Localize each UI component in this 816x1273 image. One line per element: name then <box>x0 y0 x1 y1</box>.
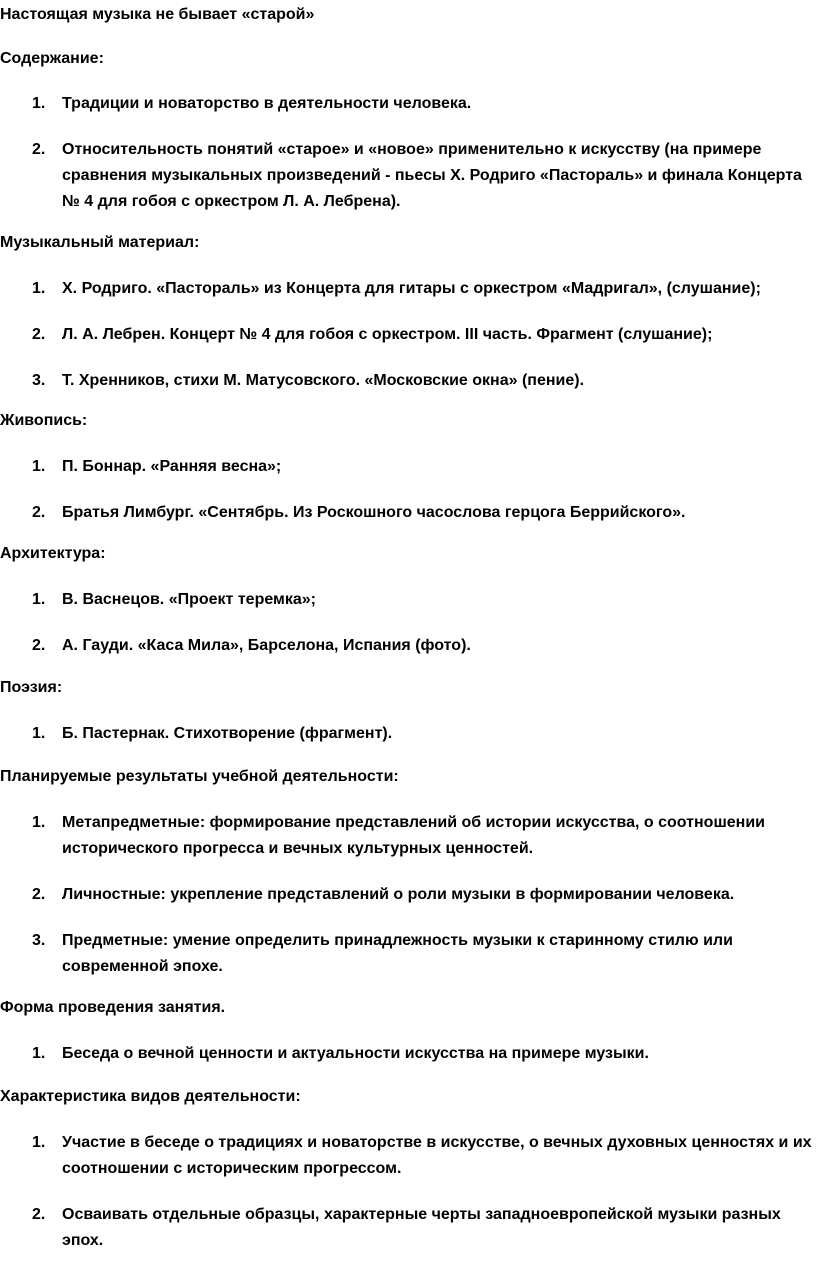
list-text: В. Васнецов. «Проект теремка»; <box>62 591 316 608</box>
section-list <box>0 587 812 659</box>
list-text: Т. Хренников, стихи М. Матусовского. «Московские окна» (пение). <box>62 372 585 389</box>
section-lesson-form <box>0 995 812 1067</box>
list-text: Относительность понятий «старое» и «новое» применительно к искусству (на примере сравнения музыкальных произведений - пьесы Х. Родриго «Пастораль» и финала Концерта № 4 для гобоя с оркестром Л. А. Лебрена). <box>62 141 802 210</box>
list-number: 1. <box>32 280 46 297</box>
list-text: Л. А. Лебрен. Концерт № 4 для гобоя с оркестром. III часть. Фрагмент (слушание); <box>62 326 713 343</box>
list-item <box>0 1041 812 1067</box>
section-list <box>0 454 812 526</box>
list-text: П. Боннар. «Ранняя весна»; <box>62 458 282 475</box>
list-text: Метапредметные: формирование представлений об истории искусства, о соотношении исторического прогресса и вечных культурных ценностей. <box>62 814 766 857</box>
list-number: 2. <box>32 886 46 903</box>
list-number: 1. <box>32 1045 46 1062</box>
section-planned-results <box>0 764 812 980</box>
list-item <box>0 137 812 215</box>
section-list <box>0 91 812 215</box>
list-number: 1. <box>32 458 46 475</box>
list-number: 2. <box>32 326 46 343</box>
section-heading: Планируемые результаты учебной деятельности: <box>0 768 399 785</box>
list-number: 3. <box>32 932 46 949</box>
section-list <box>0 276 812 394</box>
list-item <box>0 454 812 480</box>
section-content <box>0 46 812 215</box>
list-item <box>0 882 812 908</box>
list-number: 2. <box>32 637 46 654</box>
list-number: 1. <box>32 814 46 831</box>
section-heading: Музыкальный материал: <box>0 234 200 251</box>
section-heading: Поэзия: <box>0 679 63 696</box>
section-heading: Форма проведения занятия. <box>0 999 226 1016</box>
list-text: Братья Лимбург. «Сентябрь. Из Роскошного часослова герцога Беррийского». <box>62 504 686 521</box>
list-text: Предметные: умение определить принадлежность музыки к старинному стилю или современной эпохе. <box>62 932 733 975</box>
list-text: Беседа о вечной ценности и актуальности искусства на примере музыки. <box>62 1045 649 1062</box>
section-poetry <box>0 675 812 747</box>
list-number: 3. <box>32 372 46 389</box>
list-item <box>0 1202 812 1254</box>
list-item <box>0 1130 812 1182</box>
list-item <box>0 500 812 526</box>
list-item <box>0 368 812 394</box>
section-list <box>0 810 812 980</box>
section-list <box>0 1041 812 1067</box>
document-title: Настоящая музыка не бывает «старой» <box>0 6 315 23</box>
section-music-material <box>0 230 812 394</box>
section-activity-characteristics <box>0 1084 812 1254</box>
list-item <box>0 928 812 980</box>
list-text: Личностные: укрепление представлений о роли музыки в формировании человека. <box>62 886 735 903</box>
section-heading: Живопись: <box>0 412 88 429</box>
list-text: Традиции и новаторство в деятельности человека. <box>62 95 472 112</box>
section-list <box>0 721 812 747</box>
list-item <box>0 587 812 613</box>
list-number: 1. <box>32 1134 46 1151</box>
list-text: Б. Пастернак. Стихотворение (фрагмент). <box>62 725 393 742</box>
list-item <box>0 810 812 862</box>
list-item <box>0 633 812 659</box>
list-number: 2. <box>32 504 46 521</box>
section-architecture <box>0 541 812 659</box>
list-text: Участие в беседе о традициях и новаторстве в искусстве, о вечных духовных ценностях и их соотношении с историческим прогрессом. <box>62 1134 812 1177</box>
section-list <box>0 1130 812 1254</box>
section-heading: Характеристика видов деятельности: <box>0 1088 301 1105</box>
list-text: Осваивать отдельные образцы, характерные черты западноевропейской музыки разных эпох. <box>62 1206 781 1249</box>
list-number: 1. <box>32 725 46 742</box>
list-item <box>0 91 812 117</box>
list-number: 2. <box>32 141 46 158</box>
section-heading: Архитектура: <box>0 545 106 562</box>
list-item <box>0 721 812 747</box>
list-number: 2. <box>32 1206 46 1223</box>
list-text: Х. Родриго. «Пастораль» из Концерта для гитары с оркестром «Мадригал», (слушание); <box>62 280 761 297</box>
section-painting <box>0 408 812 526</box>
section-heading: Содержание: <box>0 50 104 67</box>
list-item <box>0 322 812 348</box>
list-text: А. Гауди. «Каса Мила», Барселона, Испания (фото). <box>62 637 471 654</box>
list-item <box>0 276 812 302</box>
list-number: 1. <box>32 95 46 112</box>
list-number: 1. <box>32 591 46 608</box>
